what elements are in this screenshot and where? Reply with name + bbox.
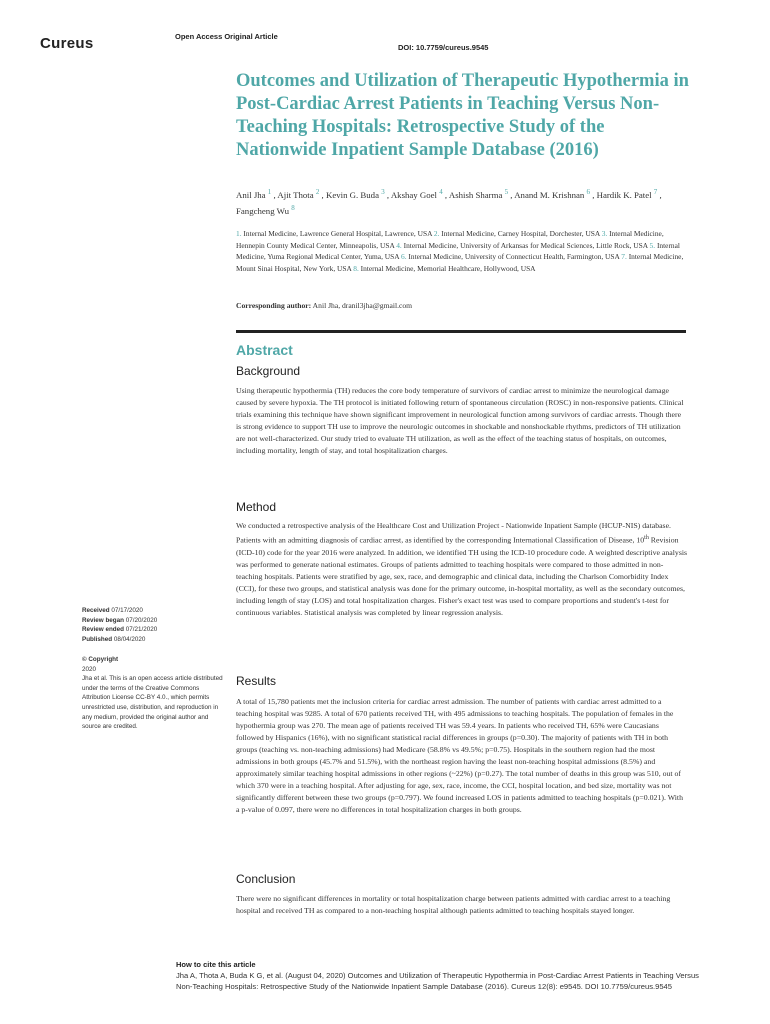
- copyright-block: [82, 655, 227, 732]
- author-list: Anil Jha $^1$ , Ajit Thota $^2$ , Kevin G. Buda $^3$ , Akshay Goel $^4$ , Ashish Sharma $^5$ , Anand M. Krishnan $^6$ , Hardik K. Patel $^7$ , Fangcheng Wu $^8$: [236, 188, 662, 216]
- method-superscript: th: [644, 535, 649, 541]
- affiliation-text: Internal Medicine, Hennepin County Medical Center, Minneapolis, USA: [236, 229, 664, 250]
- background-text: Using therapeutic hypothermia (TH) reduces the core body temperature of survivors of cardiac arrest to minimize the neurological damage caused by severe hypoxia. The TH protocol is initiated following return of spontaneous circulation (ROSC) in non-responsive patients. Clinical trials examining this technique have shown significant improvement in neurological function among survivors of cardiac arrests. Though there is strong evidence to support TH use to improve the neurologic outcomes in shockable and nonshockable rhythms, predictors of TH utilization are not well-characterized. Our study tried to evaluate TH utilization, as well as the effect of the teaching status of hospitals, on outcomes, including mortality, length of stay, and total hospitalization charges.: [236, 386, 684, 455]
- publication-dates: [82, 606, 227, 644]
- date-review-began: Review began 07/20/2020: [82, 616, 158, 624]
- copyright-year: 2020: [82, 665, 97, 673]
- citation-text: Jha A, Thota A, Buda K G, et al. (August 04, 2020) Outcomes and Utilization of Therapeutic Hypothermia in Post-Cardiac Arrest Patients in Teaching Versus Non-Teaching Hospitals: Retrospective Study of the Nationwide Inpatient Sample Database (2016). Cureus 12(8): e9545. DOI 10.7759/cureus.9545: [176, 971, 699, 991]
- affiliation-text: Internal Medicine, Mount Sinai Hospital, New York, USA: [236, 252, 684, 273]
- date-published: Published 08/04/2020: [82, 635, 146, 643]
- author-affiliation-link[interactable]: 1: [267, 188, 272, 196]
- background-heading: Background: [236, 364, 301, 378]
- affiliation-number: 2.: [433, 229, 440, 238]
- copyright-line: [82, 655, 227, 665]
- affiliation-number: 4.: [396, 240, 402, 250]
- method-text-part2: Revision (ICD-10) code for the year 2016 were analyzed. In addition, we identified TH using the ICD-10 procedure code. A weighted descriptive analysis was performed to generate national estimates. Groups of patients admitted to teaching hospitals were compared to those admitted in non-teaching hospitals. Patients were stratified by age, sex, race, and demographic and clinical data, including the Charlson Comorbidity Index (CCI), for these two groups, and statistical analysis was done for the primary outcome, in-hospital mortality, as well as the secondary outcomes, including length of stay (LOS) and total hospitalization charges. Fisher's exact test was used to compare proportions and student's t-test for continuous variables. Statistical analysis was completed by linear regression analysis.: [236, 535, 688, 617]
- author-affiliation-link[interactable]: 5: [504, 188, 509, 196]
- citation-heading: How to cite this article: [176, 960, 256, 969]
- section-divider: [236, 330, 686, 333]
- results-text: A total of 15,780 patients met the inclusion criteria for cardiac arrest admission. The number of patients with cardiac arrest admitted to a teaching hospital was 9285. A total of 670 patients received TH, with 495 admissions to teaching hospitals. The population of females in the hypothermia group was 270. The mean age of patients received TH was 59.4 years. In patients who received TH, 65% were Caucasians followed by Hispanics (16%), with no significant statistical racial differences in groups (p=0.30). The majority of patients with TH in both groups (teaching vs. non-teaching admissions) had Medicare (58.8% vs 49.5%; p=0.75). Hospitals in the southern region had the most admissions in both groups (45.7% and 51.5%), with the northeast region having the least non-teaching hospital admissions (8.5%) and approximately similar teaching hospital admissions in other regions (~22%) (p=0.27). The total number of deaths in this group was 510, out of which 370 were in a teaching hospital. After adjusting for age, sex, race, income, the CCI, hospital location, and bed size, mortality was not significantly different between these two groups (p=0.797). We found increased LOS in patients admitted to teaching hospitals (p=0.021). With a p-value of 0.097, there were no differences in total hospitalization charges in both groups.: [236, 697, 683, 814]
- author-name: Akshay Goel: [390, 189, 438, 200]
- license-text: Jha et al. This is an open access article distributed under the terms of the Creative Commons Attribution License CC-BY 4.0., which permits unrestricted use, distribution, and reproduction in any medium, provided the original author and source are credited.: [82, 675, 223, 731]
- results-heading: Results: [236, 674, 277, 688]
- doi-header: DOI: 10.7759/cureus.9545: [398, 43, 489, 52]
- affiliation-number: 1.: [236, 229, 242, 238]
- journal-logo: Cureus: [40, 35, 94, 52]
- article-type: Open Access Original Article: [175, 32, 278, 41]
- date-received: Received 07/17/2020: [82, 607, 143, 614]
- method-heading: Method: [236, 500, 277, 514]
- method-text: [236, 520, 688, 619]
- author-affiliation-link[interactable]: 4: [439, 188, 443, 196]
- affiliation-number: 3.: [601, 229, 608, 238]
- affiliation-list: [236, 228, 691, 274]
- author-name: Ajit Thota: [277, 189, 314, 200]
- author-affiliation-link[interactable]: 6: [586, 188, 591, 196]
- author-affiliation-link[interactable]: 2: [315, 188, 320, 196]
- affiliation-number: 5.: [649, 240, 656, 250]
- affiliation-text: Internal Medicine, University of Connecticut Health, Farmington, USA: [408, 252, 620, 262]
- abstract-heading: Abstract: [236, 342, 293, 358]
- corresponding-author-label: Corresponding author:: [236, 301, 312, 310]
- author-name: Ashish Sharma: [448, 189, 503, 200]
- article-title: Outcomes and Utilization of Therapeutic Hypothermia in Post-Cardiac Arrest Patients in Teaching Versus Non-Teaching Hospitals: Retrospective Study of the Nationwide Inpatient Sample Database (2016): [236, 71, 689, 160]
- method-text-part1: We conducted a retrospective analysis of the Healthcare Cost and Utilization Project - Nationwide Inpatient Sample (HCUP-NIS) database. Patients with an admitting diagnosis of cardiac arrest, as identified by the corresponding International Classification of Disease, 10: [236, 521, 671, 545]
- conclusion-heading: Conclusion: [236, 872, 296, 886]
- copyright-label: © Copyright: [82, 656, 119, 663]
- author-affiliation-link[interactable]: 7: [653, 188, 658, 196]
- conclusion-text: There were no significant differences in mortality or total hospitalization charge between patients admitted with cardiac arrest to a teaching hospital and received TH as compared to a non-teaching hospital although patients admitted to teaching hospitals stayed longer.: [236, 894, 671, 915]
- author-affiliation-link[interactable]: 8: [291, 203, 295, 212]
- author-name: Anand M. Krishnan: [514, 189, 585, 200]
- affiliation-text: Internal Medicine, Yuma Regional Medical Center, Yuma, USA: [236, 240, 680, 262]
- author-name: Hardik K. Patel: [596, 189, 652, 200]
- author-affiliation-link[interactable]: 3: [381, 188, 385, 196]
- affiliation-number: 6.: [401, 252, 407, 262]
- affiliation-number: 7.: [621, 252, 627, 262]
- author-name: Fangcheng Wu: [236, 205, 289, 216]
- affiliation-text: Internal Medicine, Carney Hospital, Dorchester, USA: [441, 229, 600, 238]
- author-name: Kevin G. Buda: [325, 189, 379, 200]
- date-review-ended: Review ended 07/21/2020: [82, 626, 158, 634]
- corresponding-author: [236, 301, 412, 310]
- corresponding-author-value: Anil Jha, dranil3jha@gmail.com: [312, 301, 413, 310]
- affiliation-number: 8.: [353, 263, 359, 273]
- affiliation-text: Internal Medicine, Memorial Healthcare, Hollywood, USA: [360, 263, 536, 273]
- author-name: Anil Jha: [236, 189, 266, 200]
- affiliation-text: Internal Medicine, Lawrence General Hospital, Lawrence, USA: [243, 229, 432, 238]
- affiliation-text: Internal Medicine, University of Arkansas for Medical Sciences, Little Rock, USA: [403, 240, 648, 250]
